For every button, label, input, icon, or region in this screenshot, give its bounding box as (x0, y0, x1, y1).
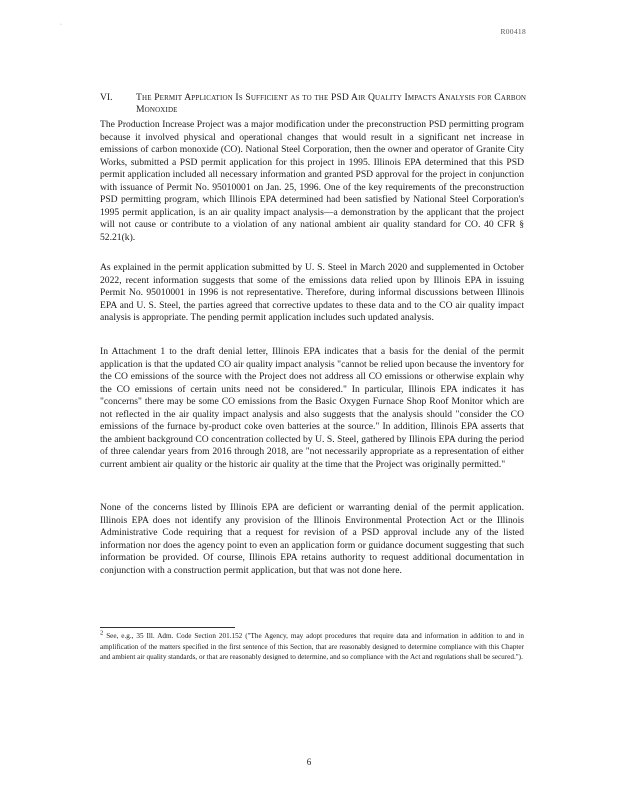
footnote (100, 631, 524, 663)
paragraph-text (100, 502, 524, 577)
bates-number: R00418 (500, 27, 526, 36)
paragraph-1 (100, 119, 524, 244)
paragraph-4 (100, 502, 524, 577)
page-number: 6 (306, 757, 312, 767)
corner-mark: · (60, 22, 62, 28)
paragraph-text: As explained in the permit application submitted by U. S. Steel in March 2020 and supplemented in October 2022, recent information suggests that some of the emissions data relied upon by Illinois EPA in issuing Permit No. 95010001 in 1996 is not representative. Therefore, during informal discussions between Illinois EPA and U. S. Steel, the parties agreed that corrective updates to these data and to the CO air quality impact analysis is appropriate. The pending permit application includes such updated analysis. (100, 262, 524, 323)
section-number: VI. (100, 92, 113, 103)
paragraph-4-text: None of the concerns listed by Illinois EPA are deficient or warranting denial of the permit application. Illinois EPA does not identify any provision of the Illinois Environmental Protection Act or the Illinois Administrative Code requiring that a request for revision of a PSD approval include any of the listed information nor does the agency point to even an application form or guidance document suggesting that such information be provided. Of course, Illinois EPA retains authority to request additional documentation in conjunction with a construction permit application, but that was not done here. (100, 502, 524, 576)
paragraph-2 (100, 262, 524, 325)
paragraph-text: The Production Increase Project was a major modification under the preconstruction PSD permitting program because it involved physical and operational changes that would result in a significant net increase in emissions of carbon monoxide (CO). National Steel Corporation, then the owner and operator of Granite City Works, submitted a PSD permit application for this project in 1995. Illinois EPA determined that this PSD permit application included all necessary information and granted PSD approval for the project in conjunction with issuance of Permit No. 95010001 on Jan. 25, 1996. One of the key requirements of the preconstruction PSD permitting program, which Illinois EPA determined had been satisfied by National Steel Corporation's 1995 permit application, is an air quality impact analysis—a demonstration by the applicant that the project will not cause or contribute to a violation of any national ambient air quality standard for CO. 40 CFR § 52.21(k). (100, 119, 524, 243)
section-title: The Permit Application Is Sufficient as to the PSD Air Quality Impacts Analysis for Carbon Monoxide (136, 92, 527, 115)
paragraph-text: In Attachment 1 to the draft denial letter, Illinois EPA indicates that a basis for the denial of the permit application is that the updated CO air quality impact analysis "cannot be relied upon because the inventory for the CO emissions of the source with the Project does not address all CO emissions or otherwise explain why the CO emissions of certain units need not be considered." In particular, Illinois EPA indicates it has "concerns" there may be some CO emissions from the Basic Oxygen Furnace Shop Roof Monitor which are not reflected in the air quality impact analysis and also suggests that the analysis should "consider the CO emissions of the furnace by-product coke oven batteries at the source." In addition, Illinois EPA asserts that the ambient background CO concentration collected by U. S. Steel, gathered by Illinois EPA during the period of three calendar years from 2016 through 2018, are "not necessarily appropriate as a representation of either current ambient air quality or the historic air quality at the time that the Project was originally permitted." (100, 346, 524, 470)
paragraph-3 (100, 346, 524, 471)
footnote-text: See, e.g., 35 Ill. Adm. Code Section 201.152 ("The Agency, may adopt procedures that require data and information in addition to and in amplification of the matters specified in the first sentence of this Section, that are reasonably designed to determine compliance with this Chapter and ambient air quality standards, or that are reasonably designed to determine, and so compliance with the Act and regulations shall be secured."). (100, 632, 524, 662)
footnote-divider (100, 627, 235, 628)
footnote-marker: 2 (100, 629, 104, 637)
